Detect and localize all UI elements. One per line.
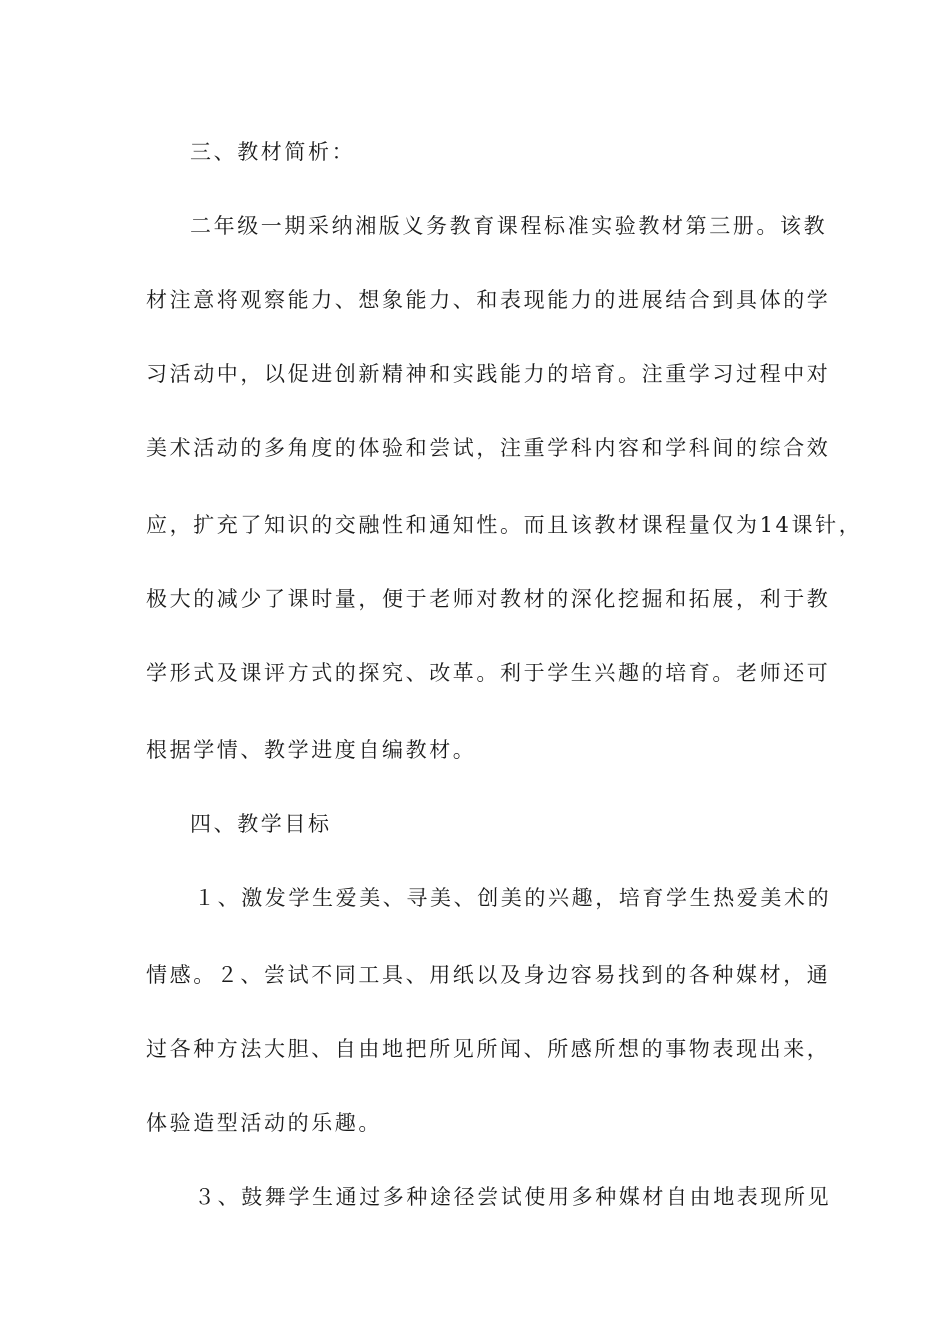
- paragraph-line: 极大的减少了课时量，便于老师对教材的深化挖掘和拓展，利于教: [146, 587, 831, 611]
- paragraph-line: １、激发学生爱美、寻美、创美的兴趣，培育学生热爱美术的: [194, 886, 832, 910]
- section-heading-textbook-analysis: 三、教材简析：: [190, 140, 356, 164]
- paragraph-line: 体验造型活动的乐趣。: [146, 1111, 382, 1135]
- paragraph-line: 二年级一期采纳湘版义务教育课程标准实验教材第三册。该教: [190, 214, 828, 238]
- paragraph-line: 材注意将观察能力、想象能力、和表现能力的进展结合到具体的学: [146, 288, 831, 312]
- paragraph-line: 情感。２、尝试不同工具、用纸以及身边容易找到的各种媒材，通: [146, 963, 831, 987]
- section-heading-teaching-goals: 四、教学目标: [190, 812, 332, 836]
- paragraph-line: ３、鼓舞学生通过多种途径尝试使用多种媒材自由地表现所见: [194, 1185, 832, 1209]
- paragraph-line: 学形式及课评方式的探究、改革。利于学生兴趣的培育。老师还可: [146, 661, 831, 685]
- paragraph-line: 美术活动的多角度的体验和尝试，注重学科内容和学科间的综合效: [146, 436, 831, 460]
- paragraph-line: 习活动中，以促进创新精神和实践能力的培育。注重学习过程中对: [146, 362, 831, 386]
- paragraph-line: 过各种方法大胆、自由地把所见所闻、所感所想的事物表现出来，: [146, 1037, 831, 1061]
- paragraph-line: 应，扩充了知识的交融性和通知性。而且该教材课程量仅为14课针，: [146, 513, 863, 537]
- paragraph-line: 根据学情、教学进度自编教材。: [146, 738, 477, 762]
